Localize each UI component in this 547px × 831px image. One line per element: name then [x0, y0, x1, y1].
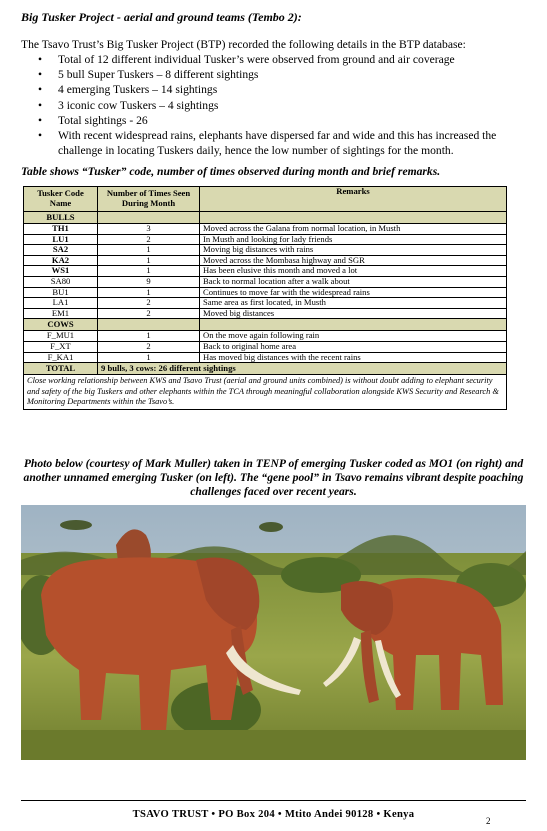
page-number: 2	[486, 816, 491, 826]
bulls-section-row	[24, 212, 507, 224]
table-row: LU1 2 In Musth and looking for lady friends	[24, 234, 507, 245]
table-row: SA80 9 Back to normal location after a walk about	[24, 276, 507, 287]
bullet-icon: •	[38, 53, 43, 66]
table-row: TH1 3 Moved across the Galana from normal location, in Musth	[24, 224, 507, 235]
table-header-row	[24, 187, 507, 212]
table-row: F_MU1 1 On the move again following rain	[24, 331, 507, 342]
table-caption: Table shows “Tusker” code, number of times observed during month and brief remarks.	[21, 165, 441, 178]
table-row: KA2 1 Moved across the Mombasa highway and SGR	[24, 255, 507, 266]
table-row: F_KA1 1 Has moved big distances with the recent rains	[24, 352, 507, 363]
list-item: • 5 bull Super Tuskers – 8 different sightings	[38, 68, 259, 82]
section-heading: Big Tusker Project - aerial and ground teams (Tembo 2):	[21, 10, 302, 24]
total-row	[24, 363, 507, 375]
bullet-icon: •	[38, 113, 43, 127]
collaboration-note: Close working relationship between KWS and Tsavo Trust (aerial and ground units combined) is without doubt adding to elephant security and safety of the big Tuskers and other elephants within the TCA through meaningful collaboration alongside KWS Security and Research & Monitoring Departments within the Tsavo’s.	[24, 375, 507, 410]
cows-label: COWS	[24, 319, 98, 331]
header-times-seen: Number of Times Seen During Month	[98, 187, 200, 212]
bullet-icon: •	[38, 98, 43, 112]
list-item: • 3 iconic cow Tuskers – 4 sightings	[38, 98, 219, 112]
list-item: • Total of 12 different individual Tusker’s were observed from ground and air coverage	[38, 53, 455, 66]
header-remarks: Remarks	[200, 187, 507, 212]
total-value: 9 bulls, 3 cows: 26 different sightings	[98, 363, 507, 375]
cows-section-row	[24, 319, 507, 331]
list-item: • 4 emerging Tuskers – 14 sightings	[38, 83, 218, 97]
table-row: F_XT 2 Back to original home area	[24, 341, 507, 352]
list-item: • Total sightings - 26	[38, 113, 148, 127]
footer-divider	[21, 800, 526, 801]
tusker-table	[23, 186, 507, 410]
bullet-icon: •	[38, 68, 43, 82]
photo-caption: Photo below (courtesy of Mark Muller) taken in TENP of emerging Tusker coded as MO1 (on right) and another unnamed emerging Tusker (on left). The “gene pool” in Tsavo remains vibrant despite poaching challenges faced over recent years.	[23, 457, 524, 498]
header-tusker-code: Tusker Code Name	[24, 187, 98, 212]
elephant-photo-illustration	[21, 505, 526, 760]
bulls-label: BULLS	[24, 212, 98, 224]
total-label: TOTAL	[24, 363, 98, 375]
summary-bullet-list	[21, 52, 526, 158]
table-row: LA1 2 Same area as first located, in Musth	[24, 298, 507, 309]
bullet-icon: •	[38, 83, 43, 97]
table-row: SA2 1 Moving big distances with rains	[24, 245, 507, 256]
list-item: • With recent widespread rains, elephants have dispersed far and wide and this has increased the challenge in locating Tuskers daily, hence the low number of sightings for the month.	[38, 129, 497, 158]
table-row: BU1 1 Continues to move far with the widespread rains	[24, 287, 507, 298]
table-row: WS1 1 Has been elusive this month and moved a lot	[24, 266, 507, 277]
elephant-photo	[21, 505, 526, 760]
note-row	[24, 375, 507, 410]
table-row: EM1 2 Moved big distances	[24, 308, 507, 319]
bullet-icon: •	[38, 129, 43, 143]
intro-paragraph: The Tsavo Trust’s Big Tusker Project (BTP) recorded the following details in the BTP database:	[21, 38, 466, 51]
footer-address: TSAVO TRUST • PO Box 204 • Mtito Andei 90128 • Kenya	[132, 809, 415, 820]
